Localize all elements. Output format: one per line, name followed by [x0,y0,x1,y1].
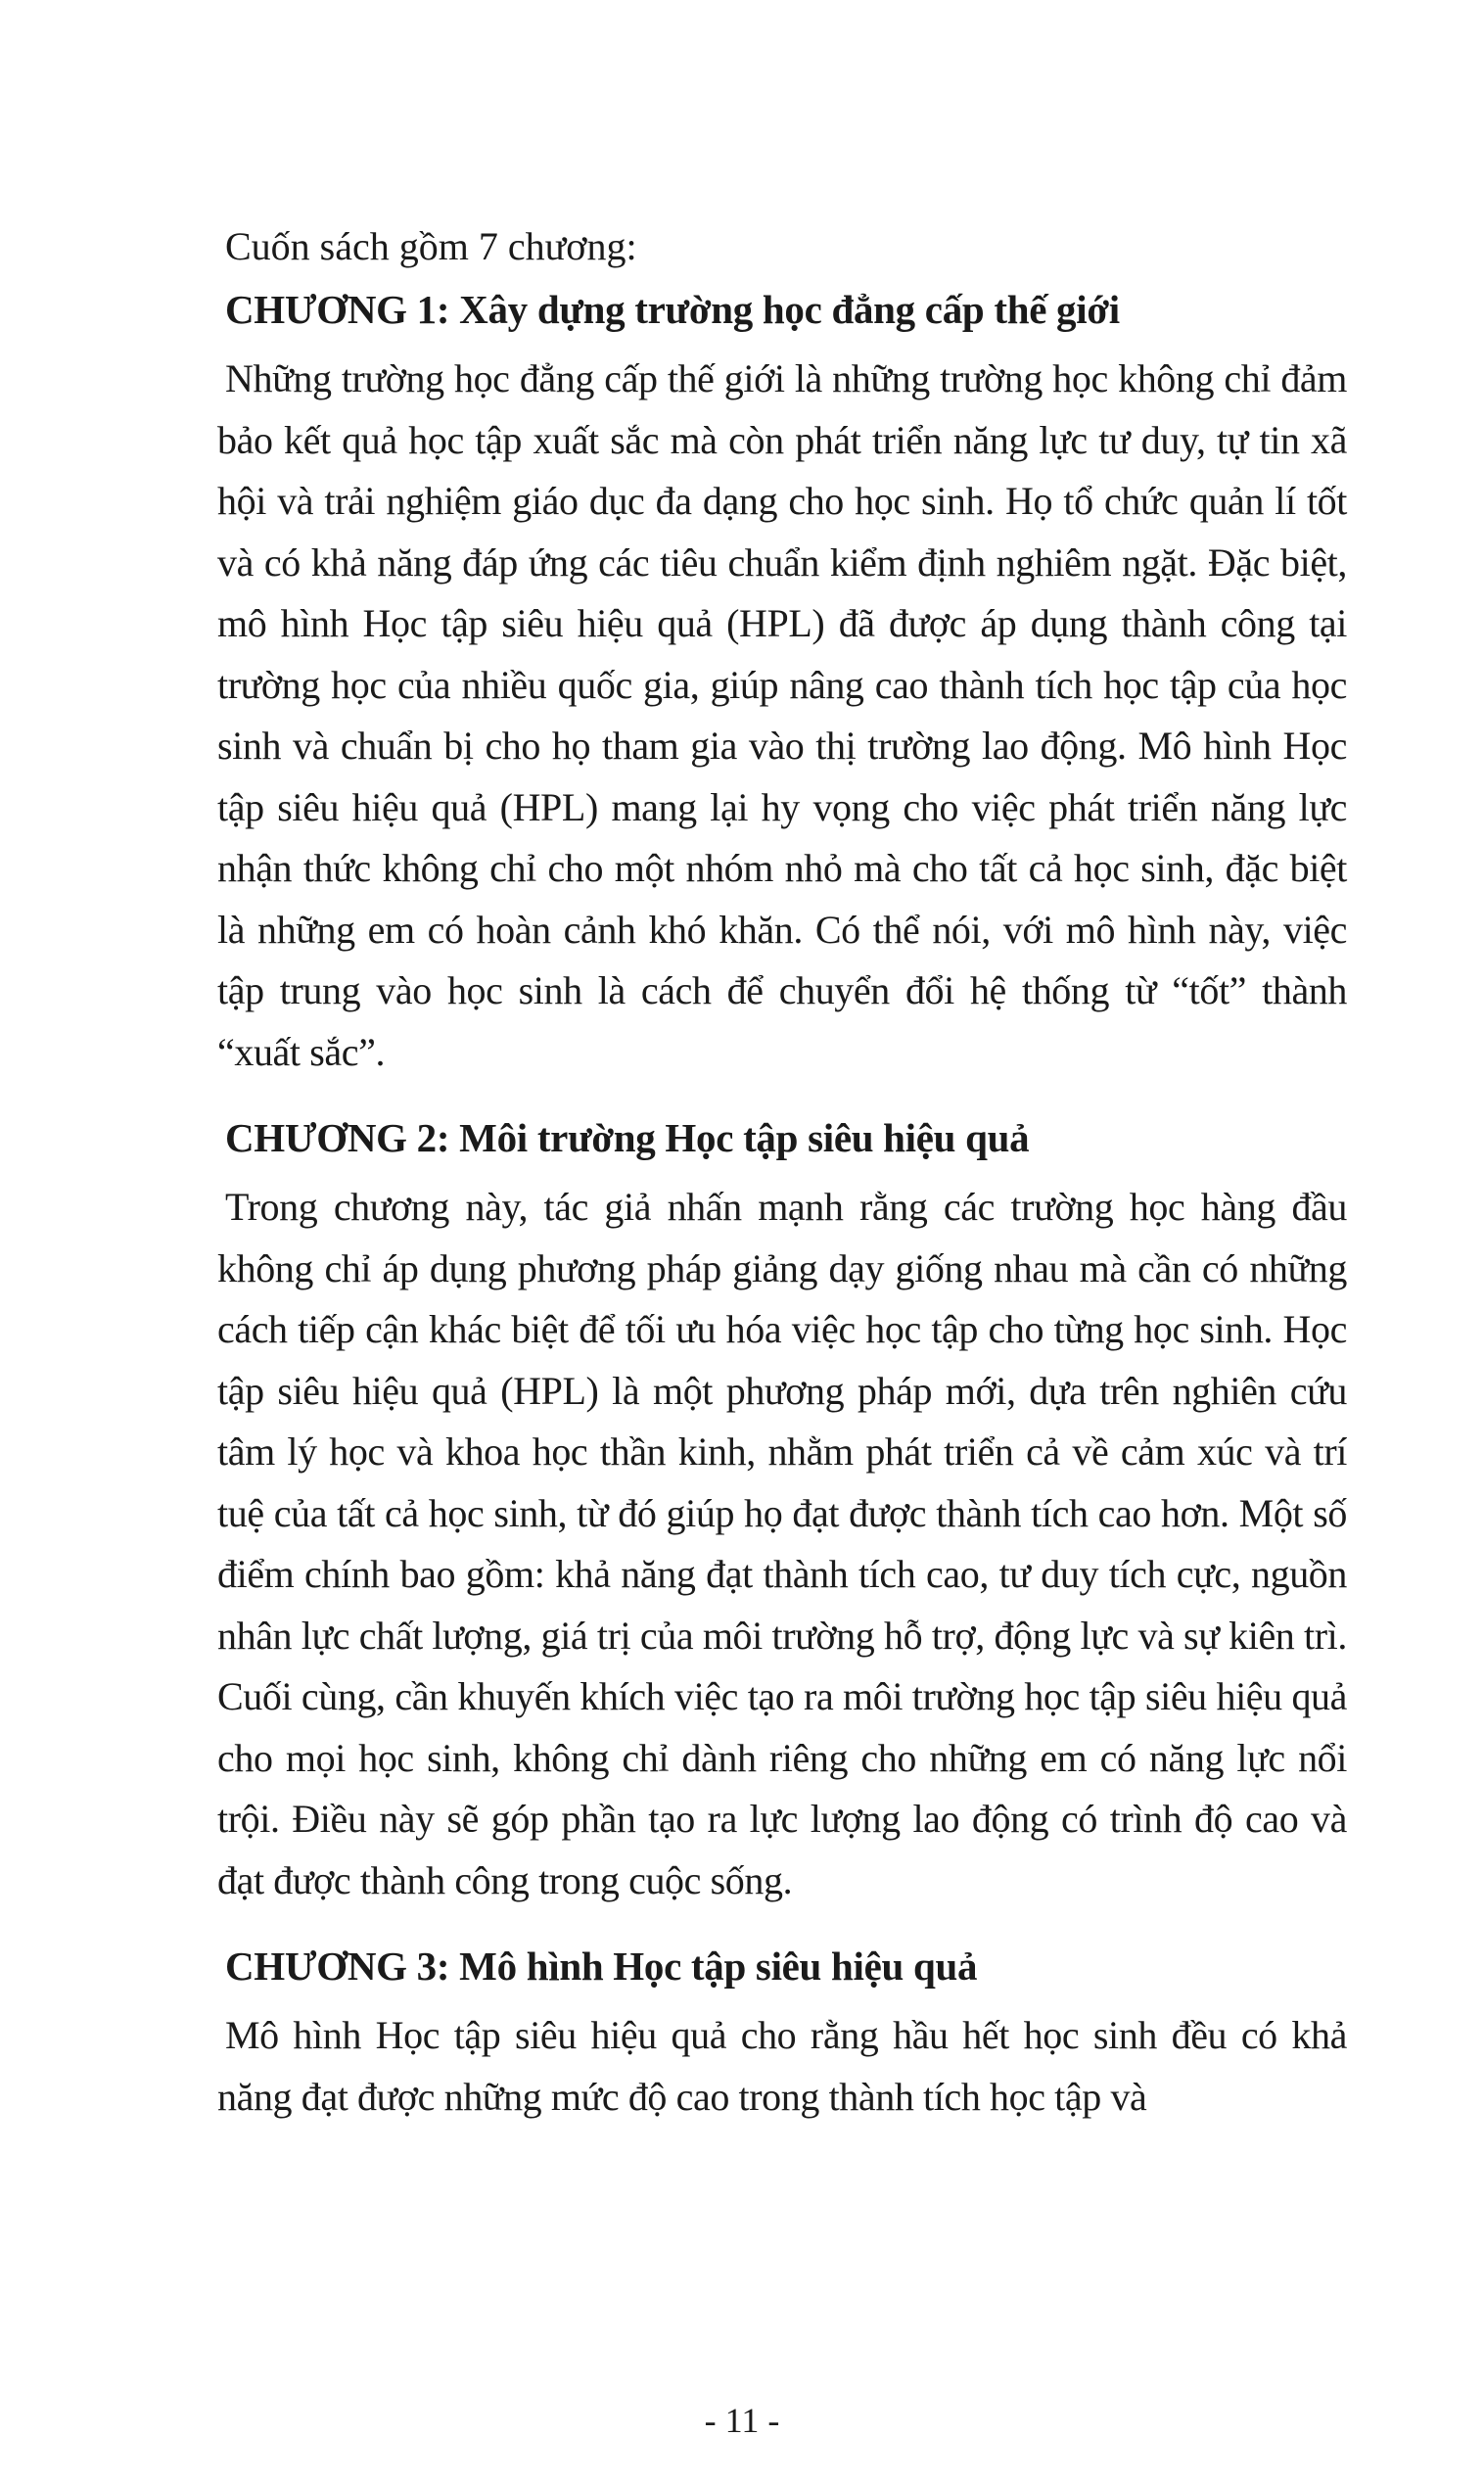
chapter-1-heading: CHƯƠNG 1: Xây dựng trường học đẳng cấp thế giới [225,287,1120,332]
intro-line: Cuốn sách gồm 7 chương: [225,224,637,268]
chapter-3-paragraph: Mô hình Học tập siêu hiệu quả cho rằng hầu hết học sinh đều có khả năng đạt được những mức độ cao trong thành tích học tập và [217,2013,1347,2119]
chapter-1-paragraph: Những trường học đẳng cấp thế giới là những trường học không chỉ đảm bảo kết quả học tập xuất sắc mà còn phát triển năng lực tư duy, tự tin xã hội và trải nghiệm giáo dục đa dạng cho học sinh. Họ tổ chức quản lí tốt và có khả năng đáp ứng các tiêu chuẩn kiểm định nghiêm ngặt. Đặc biệt, mô hình Học tập siêu hiệu quả (HPL) đã được áp dụng thành công tại trường học của nhiều quốc gia, giúp nâng cao thành tích học tập của học sinh và chuẩn bị cho họ tham gia vào thị trường lao động. Mô hình Học tập siêu hiệu quả (HPL) mang lại hy vọng cho việc phát triển năng lực nhận thức không chỉ cho một nhóm nhỏ mà cho tất cả học sinh, đặc biệt là những em có hoàn cảnh khó khăn. Có thể nói, với mô hình này, việc tập trung vào học sinh là cách để chuyển đổi hệ thống từ “tốt” thành “xuất sắc”. [217,356,1347,1074]
page-text [217,217,1347,2128]
page-number: - 11 - [704,2401,780,2440]
chapter-2-heading: CHƯƠNG 2: Môi trường Học tập siêu hiệu quả [225,1115,1030,1160]
chapter-2-paragraph: Trong chương này, tác giả nhấn mạnh rằng các trường học hàng đầu không chỉ áp dụng phương pháp giảng dạy giống nhau mà cần có những cách tiếp cận khác biệt để tối ưu hóa việc học tập cho từng học sinh. Học tập siêu hiệu quả (HPL) là một phương pháp mới, dựa trên nghiên cứu tâm lý học và khoa học thần kinh, nhằm phát triển cả về cảm xúc và trí tuệ của tất cả học sinh, từ đó giúp họ đạt được thành tích cao hơn. Một số điểm chính bao gồm: khả năng đạt thành tích cao, tư duy tích cực, nguồn nhân lực chất lượng, giá trị của môi trường hỗ trợ, động lực và sự kiên trì. Cuối cùng, cần khuyến khích việc tạo ra môi trường học tập siêu hiệu quả cho mọi học sinh, không chỉ dành riêng cho những em có năng lực nổi trội. Điều này sẽ góp phần tạo ra lực lượng lao động có trình độ cao và đạt được thành công trong cuộc sống. [217,1185,1347,1902]
chapter-3-heading: CHƯƠNG 3: Mô hình Học tập siêu hiệu quả [225,1944,978,1989]
